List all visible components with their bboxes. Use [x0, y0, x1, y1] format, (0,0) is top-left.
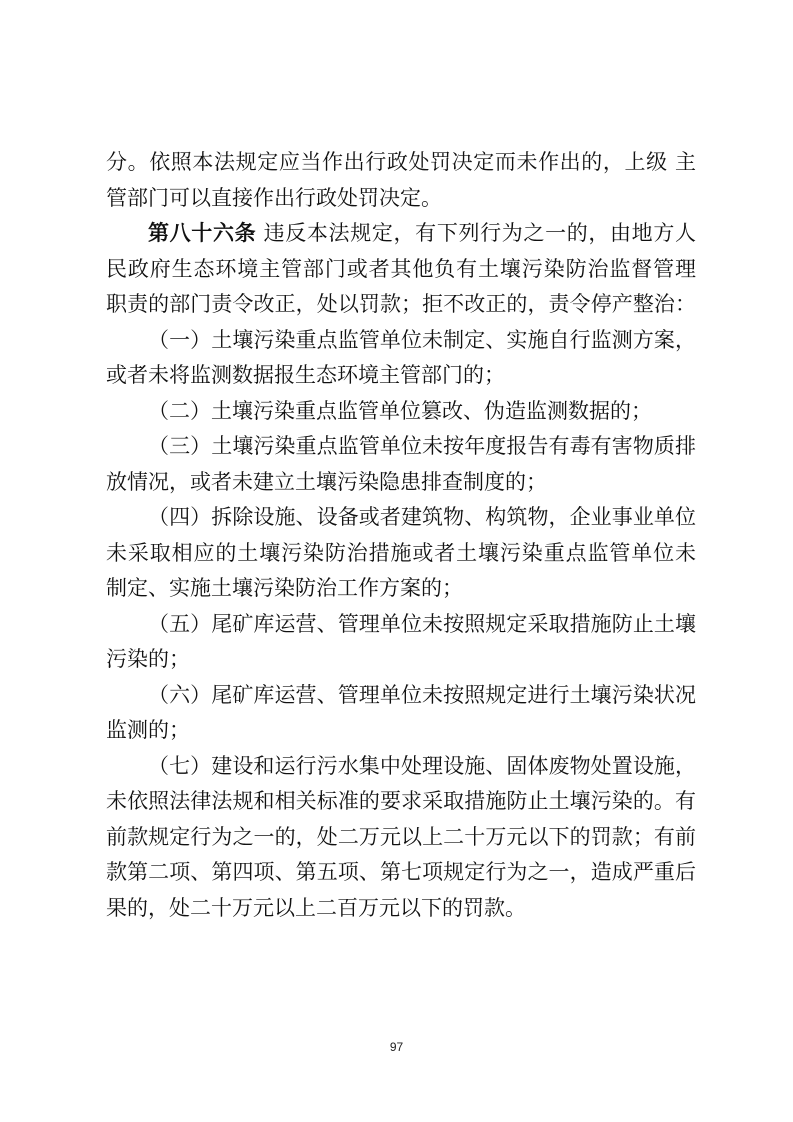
- text-line: 污染的；: [106, 647, 190, 671]
- text-line: 违反本法规定，有下列行为之一的，由地方人: [263, 221, 696, 245]
- article-heading-line: [106, 216, 696, 252]
- document-body: [106, 145, 696, 926]
- list-item-line: （一）土壤污染重点监管单位未制定、实施自行监测方案，: [148, 327, 696, 352]
- text-line: 职责的部门责令改正，处以罚款；拒不改正的，责令停产整治：: [106, 292, 696, 316]
- article-number: 第八十六条: [148, 221, 257, 245]
- text-line: 制定、实施土壤污染防治工作方案的；: [106, 576, 463, 600]
- text-line: 前款规定行为之一的，处二万元以上二十万元以下的罚款；有前: [106, 824, 696, 849]
- text-line: 未采取相应的土壤污染防治措施或者土壤污染重点监管单位未: [106, 540, 696, 565]
- list-item-line: （六）尾矿库运营、管理单位未按照规定进行土壤污染状况: [148, 682, 696, 707]
- text-line: 放情况，或者未建立土壤污染隐患排查制度的；: [106, 469, 547, 494]
- text-line: 分。依照本法规定应当作出行政处罚决定而未作出的，上级 主: [106, 150, 696, 174]
- text-line: 管部门可以直接作出行政处罚决定。: [106, 185, 442, 210]
- list-item-line: （四）拆除设施、设备或者建筑物、构筑物，企业事业单位: [148, 505, 696, 529]
- page-number: 97: [389, 1040, 404, 1054]
- list-item-line: （七）建设和运行污水集中处理设施、固体废物处置设施，: [148, 753, 696, 778]
- text-line: 款第二项、第四项、第五项、第七项规定行为之一，造成严重后: [106, 860, 696, 884]
- text-line: 果的，处二十万元以上二百万元以下的罚款。: [106, 895, 526, 920]
- text-line: 民政府生态环境主管部门或者其他负有土壤污染防治监督管理: [106, 256, 696, 281]
- list-item-line: （五）尾矿库运营、管理单位未按照规定采取措施防止土壤: [148, 611, 696, 636]
- list-item-line: （三）土壤污染重点监管单位未按年度报告有毒有害物质排: [148, 434, 696, 458]
- text-line: 未依照法律法规和相关标准的要求采取措施防止土壤污染的。有: [106, 789, 696, 813]
- text-line: 监测的；: [106, 718, 190, 742]
- list-item-line: （二）土壤污染重点监管单位篡改、伪造监测数据的；: [148, 398, 652, 423]
- text-line: 或者未将监测数据报生态环境主管部门的；: [106, 363, 505, 387]
